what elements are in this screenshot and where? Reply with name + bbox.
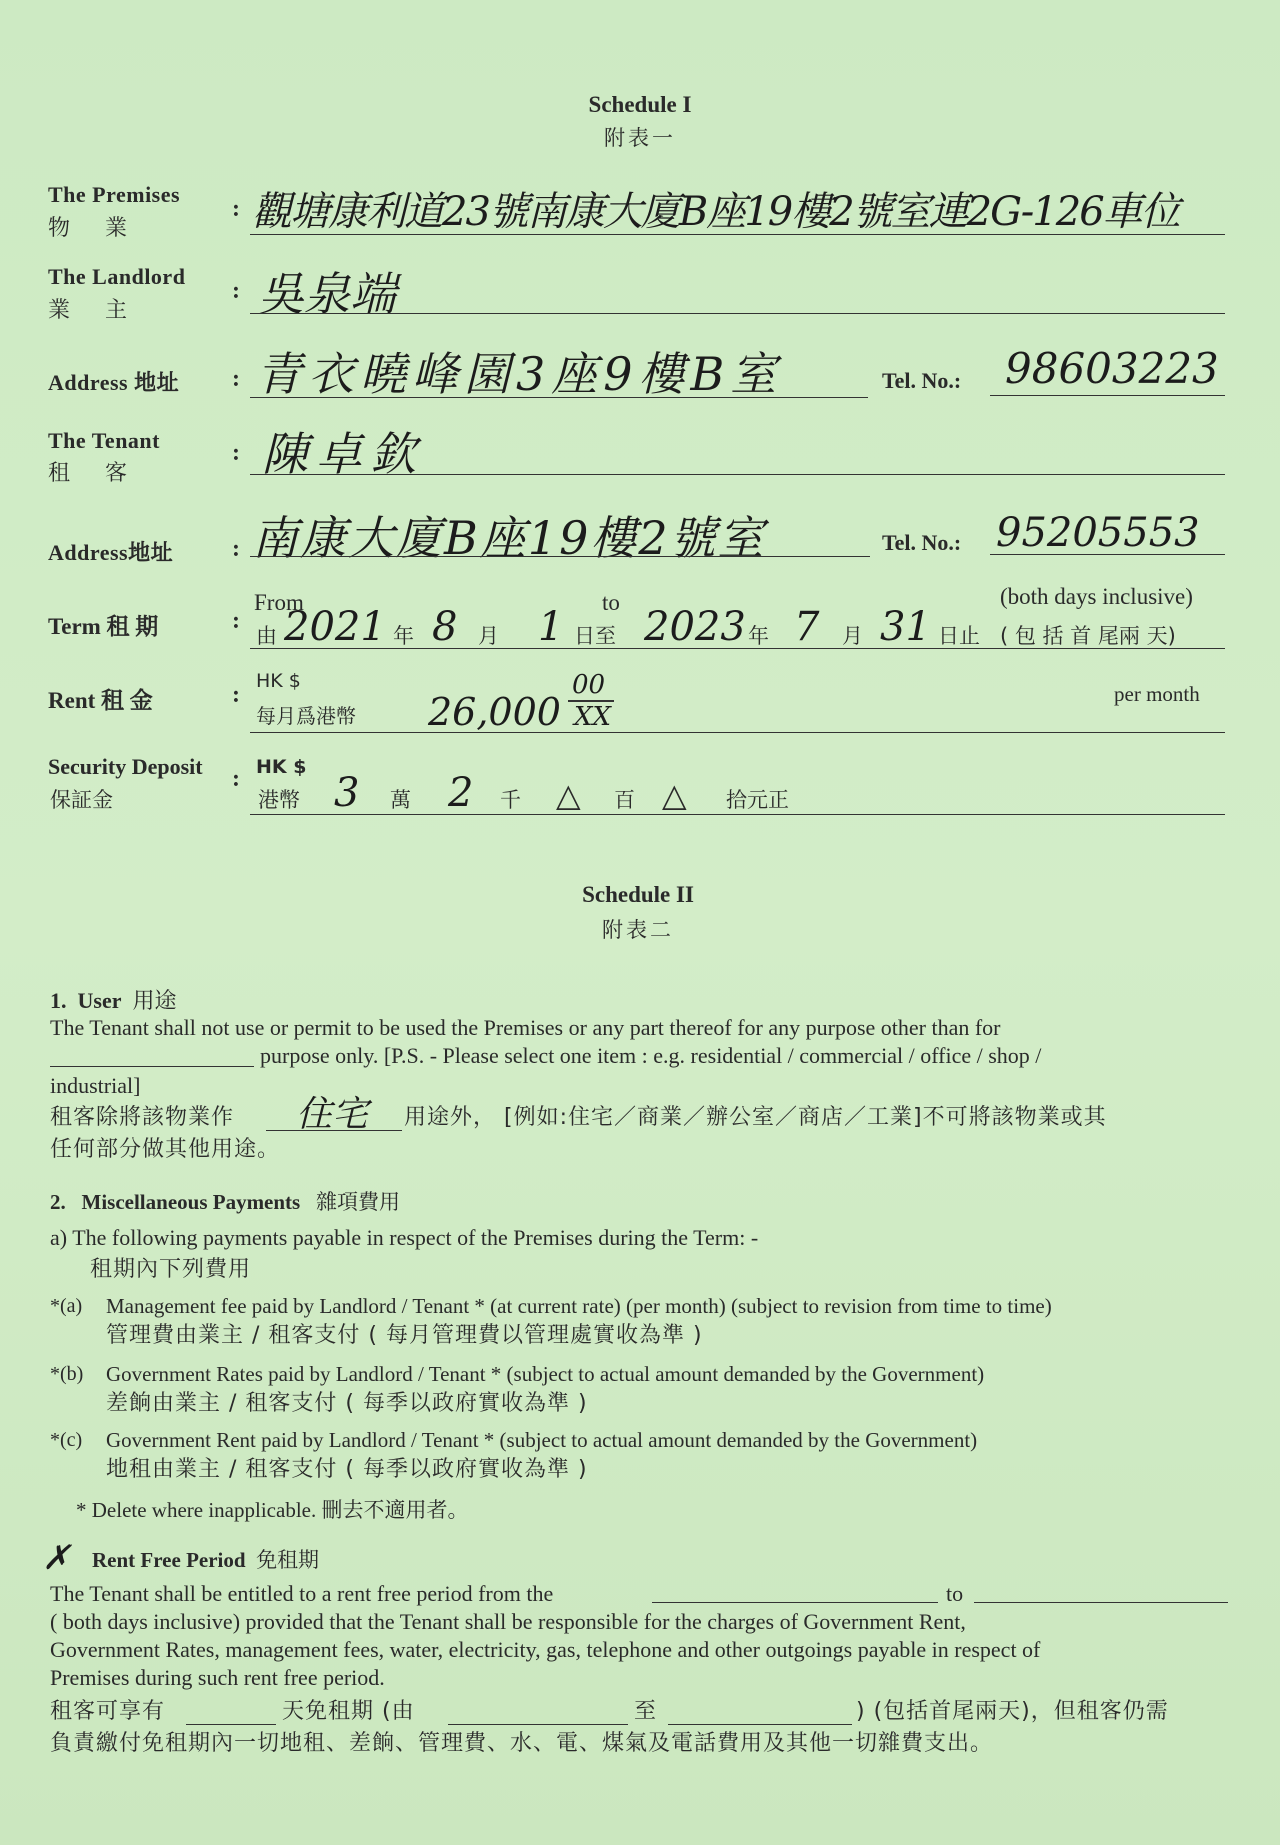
misc-item-a-en: Management fee paid by Landlord / Tenant * (at current rate) (per month) (subject to revision from time to time) — [106, 1294, 1052, 1318]
misc-item-c-mark: *(c) — [50, 1429, 83, 1451]
tenant-address-underline — [250, 556, 870, 557]
user-zh-blank — [266, 1130, 402, 1131]
rent-underline — [250, 732, 1225, 733]
term-to-label: to — [602, 590, 620, 615]
rent-label: Rent 租 金 — [48, 688, 153, 713]
tenant-tel-underline — [990, 554, 1225, 555]
rent-free-zh-from-blank — [448, 1724, 628, 1725]
term-inclusive-en: (both days inclusive) — [1000, 584, 1193, 609]
deposit-underline — [250, 814, 1225, 815]
rent-cents-bottom: XX — [574, 702, 612, 732]
tenant-tel-value: 95205553 — [996, 510, 1200, 556]
tenant-colon: : — [232, 440, 240, 466]
tenant-address-colon: : — [232, 536, 240, 562]
rent-free-to-blank — [974, 1602, 1228, 1603]
misc-item-c-en: Government Rent paid by Landlord / Tenant * (subject to actual amount demanded by the Government) — [106, 1428, 978, 1452]
tenant-tel-label: Tel. No.: — [882, 530, 962, 555]
deposit-label-zh: 保証金 — [50, 788, 113, 812]
landlord-tel-label: Tel. No.: — [882, 368, 962, 393]
schedule-2-title-zh: 附表二 — [602, 918, 674, 942]
term-start-month: 8 — [432, 604, 458, 650]
term-you: 由 — [256, 624, 277, 648]
landlord-colon: : — [232, 278, 240, 304]
rent-free-line-3: Government Rates, management fees, water, electricity, gas, telephone and other outgoings payable in respect of — [50, 1637, 1041, 1662]
misc-item-b-zh: 差餉由業主 / 租客支付 ( 每季以政府實收為準 ) — [106, 1391, 588, 1416]
user-zh-line-2: 任何部分做其他用途。 — [50, 1137, 281, 1162]
misc-a-zh: 租期內下列費用 — [90, 1257, 252, 1282]
term-ri-zhi-2: 日止 — [938, 624, 980, 648]
deposit-label-en: Security Deposit — [48, 754, 203, 779]
user-clause-line-1: The Tenant shall not use or permit to be used the Premises or any part thereof for any purpose other than for — [50, 1015, 1001, 1040]
term-ri-zhi: 日至 — [574, 624, 616, 648]
deposit-wan-value: 3 — [334, 770, 360, 816]
deposit-bai-value: △ — [556, 777, 581, 813]
user-zh-pre: 租客除將該物業作 — [50, 1105, 235, 1130]
term-start-day: 1 — [538, 604, 564, 650]
premises-value: 觀塘康利道23號南康大廈B座19樓2號室連2G-126車位 — [252, 189, 1179, 235]
landlord-address-colon: : — [232, 366, 240, 392]
rent-free-line-2: ( both days inclusive) provided that the Tenant shall be responsible for the charges of Government Rent, — [50, 1609, 966, 1634]
tenant-address-label: Address地址 — [48, 540, 174, 565]
rent-free-heading: Rent Free Period 免租期 — [92, 1548, 320, 1572]
term-underline — [250, 648, 1225, 649]
rent-free-from-blank — [652, 1602, 938, 1603]
tenant-address-value: 南康大廈B座19樓2號室 — [252, 511, 766, 565]
landlord-value: 吳泉端 — [258, 267, 396, 321]
user-zh-post: 用途外， [例如:住宅／商業／辦公室／商店／工業]不可將該物業或其 — [404, 1105, 1107, 1130]
tenant-value: 陳卓欽 — [262, 427, 424, 481]
rent-hk: HK $ — [256, 670, 301, 692]
landlord-address-value: 青衣曉峰園3座9樓B室 — [256, 347, 783, 401]
term-from-label: From — [254, 590, 304, 615]
landlord-address-underline — [250, 397, 868, 398]
premises-label-zh: 物 業 — [48, 216, 141, 241]
schedule-2-title: Schedule II — [582, 882, 694, 907]
rent-free-line-1-pre: The Tenant shall be entitled to a rent free period from the — [50, 1581, 554, 1606]
schedule-1-title-zh: 附表一 — [604, 126, 676, 150]
landlord-tel-underline — [990, 395, 1225, 396]
landlord-label-zh: 業 主 — [48, 298, 141, 323]
rent-free-line-4: Premises during such rent free period. — [50, 1665, 385, 1690]
rent-free-zh-to-blank — [668, 1724, 852, 1725]
misc-a-en: a) The following payments payable in respect of the Premises during the Term: - — [50, 1225, 759, 1250]
deposit-bai: 百 — [614, 788, 635, 812]
misc-item-c-zh: 地租由業主 / 租客支付 ( 每季以政府實收為準 ) — [106, 1457, 588, 1482]
deposit-shi: 拾元正 — [726, 788, 789, 812]
term-end-day: 31 — [880, 604, 931, 650]
rent-free-to: to — [946, 1581, 964, 1606]
term-end-year: 2023 — [644, 604, 746, 650]
term-end-month: 7 — [794, 604, 820, 650]
deposit-qian: 千 — [500, 788, 521, 812]
rent-free-zh-b: 天免租期 (由 — [282, 1699, 415, 1724]
rent-cents-top: 00 — [572, 670, 606, 700]
deposit-qian-value: 2 — [448, 770, 474, 816]
rent-zh: 每月爲港幣 — [256, 704, 356, 728]
landlord-address-label: Address 地址 — [48, 370, 180, 395]
rent-per-month: per month — [1114, 682, 1200, 706]
misc-item-b-en: Government Rates paid by Landlord / Tenant * (subject to actual amount demanded by the Government) — [106, 1362, 985, 1386]
deposit-hk: HK $ — [256, 756, 307, 778]
user-zh-fill: 住宅 — [296, 1094, 369, 1135]
landlord-label-en: The Landlord — [48, 264, 186, 289]
premises-label-en: The Premises — [48, 182, 181, 207]
landlord-underline — [250, 313, 1225, 314]
term-nian-2: 年 — [748, 624, 769, 648]
rent-free-days-blank — [186, 1724, 276, 1725]
term-colon: : — [232, 608, 240, 634]
deposit-shi-value: △ — [662, 777, 687, 813]
deposit-wan: 萬 — [390, 788, 411, 812]
user-clause-line-2: purpose only. [P.S. - Please select one item : e.g. residential / commercial / office / shop / — [260, 1043, 1042, 1068]
rent-free-zh-d: ) (包括首尾兩天)，但租客仍需 — [856, 1699, 1169, 1724]
rent-free-zh-line-2: 負責繳付免租期內一切地租、差餉、管理費、水、電、煤氣及電話費用及其他一切雜費支出。 — [50, 1731, 994, 1756]
schedule-1-title: Schedule I — [588, 92, 692, 117]
user-clause-line-3: industrial] — [50, 1073, 141, 1098]
misc-item-a-zh: 管理費由業主 / 租客支付 ( 每月管理費以管理處實收為準 ) — [106, 1323, 703, 1348]
rent-colon: : — [232, 682, 240, 708]
term-nian-1: 年 — [393, 624, 414, 648]
rent-free-zh-a: 租客可享有 — [50, 1699, 166, 1724]
user-purpose-blank — [50, 1066, 254, 1067]
tenant-label-en: The Tenant — [48, 428, 160, 453]
premises-underline — [250, 234, 1225, 235]
rent-free-cross-mark: ✗ — [42, 1538, 71, 1578]
tenant-label-zh: 租 客 — [48, 461, 141, 486]
misc-item-a-mark: *(a) — [50, 1295, 83, 1317]
deposit-gang: 港幣 — [258, 788, 300, 812]
term-start-year: 2021 — [284, 604, 386, 650]
tenant-underline — [250, 474, 1225, 475]
landlord-tel-value: 98603223 — [1005, 344, 1219, 393]
term-label: Term 租 期 — [48, 614, 159, 639]
term-inclusive-zh: ( 包 括 首 尾兩 天) — [1000, 624, 1176, 648]
misc-item-b-mark: *(b) — [50, 1363, 84, 1385]
misc-delete-note: * Delete where inapplicable. 刪去不適用者。 — [76, 1498, 469, 1522]
term-yue-1: 月 — [478, 624, 499, 648]
rent-free-zh-c: 至 — [634, 1699, 658, 1724]
misc-heading: 2. Miscellaneous Payments 雜項費用 — [50, 1190, 400, 1214]
deposit-colon: : — [232, 766, 240, 792]
user-heading: 1. User 用途 — [50, 988, 177, 1014]
premises-colon: : — [232, 196, 240, 222]
rent-amount: 26,000 — [428, 690, 561, 734]
term-yue-2: 月 — [842, 624, 863, 648]
